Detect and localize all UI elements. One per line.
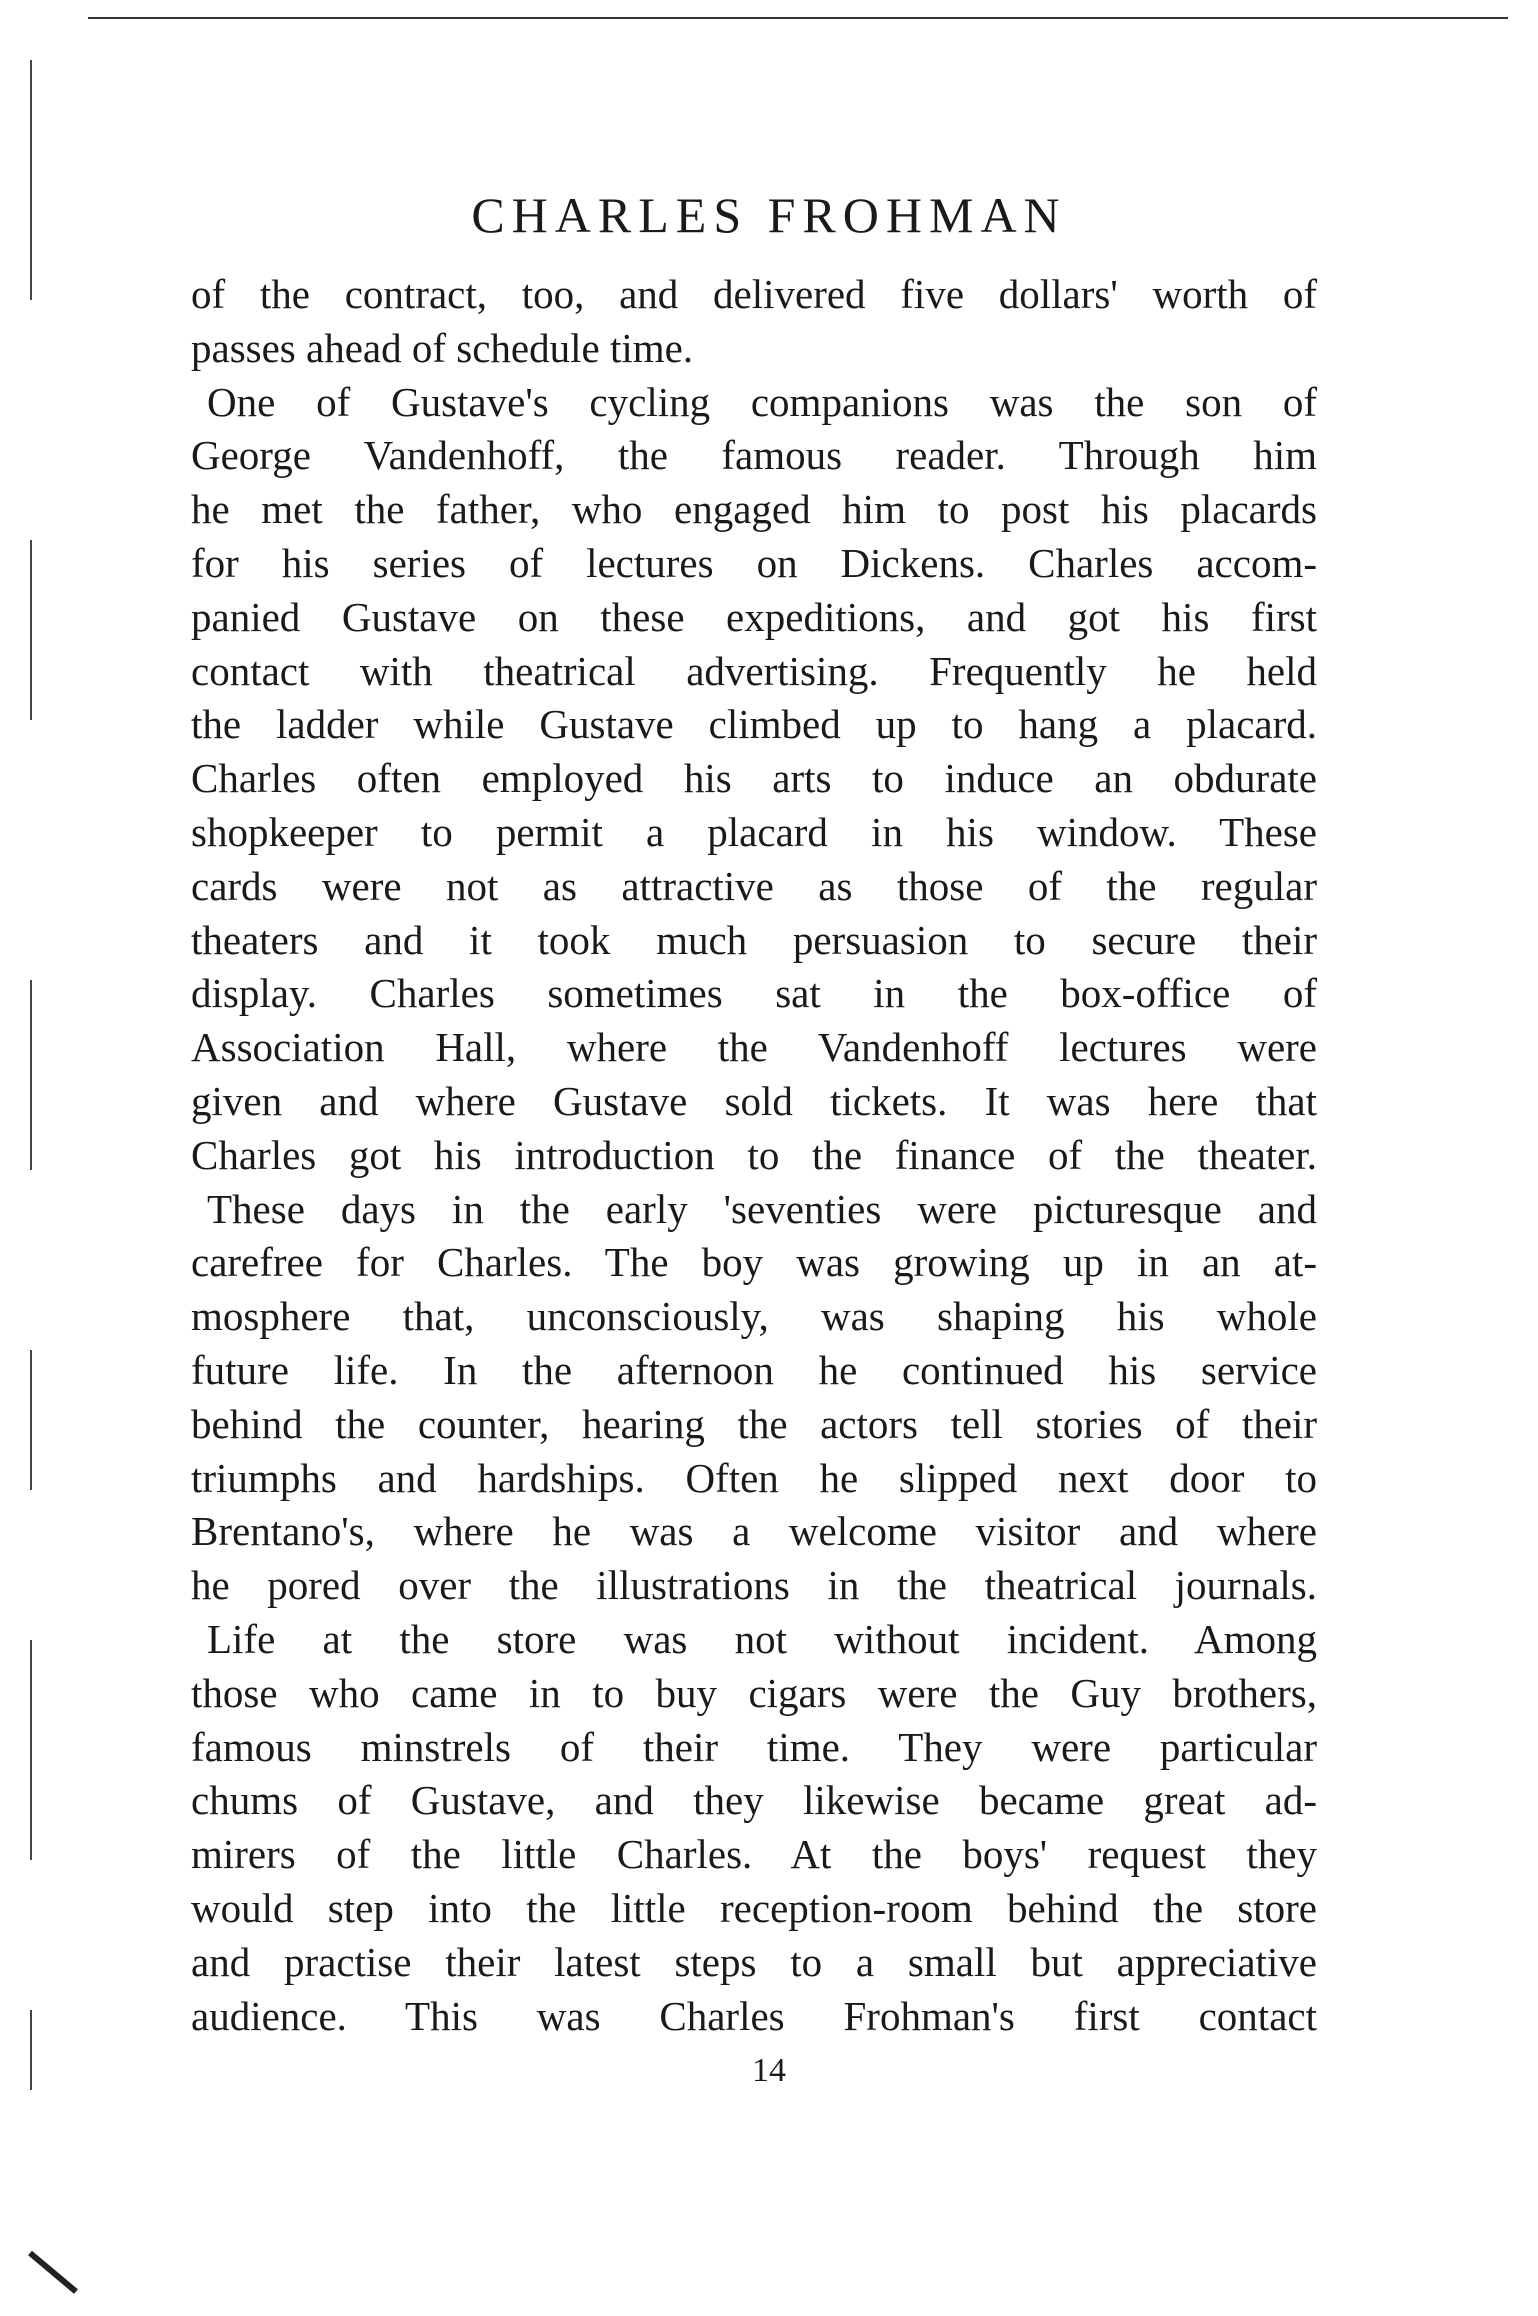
text-line: and practise their latest steps to a small but appreciative <box>191 1938 1317 1985</box>
text-line: shopkeeper to permit a placard in his window. These <box>191 808 1317 855</box>
text-line: Life at the store was not without incident. Among <box>207 1615 1317 1662</box>
page-corner-mark <box>28 2251 78 2294</box>
text-line: the ladder while Gustave climbed up to hang a placard. <box>191 701 1317 748</box>
text-line: One of Gustave's cycling companions was the son of <box>207 378 1317 425</box>
text-line: theaters and it took much persuasion to secure their <box>191 916 1317 963</box>
text-line: famous minstrels of their time. They were particular <box>191 1723 1317 1770</box>
text-line: those who came in to buy cigars were the Guy brothers, <box>191 1669 1317 1716</box>
scan-edge <box>30 1640 32 1860</box>
scan-edge <box>30 1350 32 1490</box>
top-rule <box>88 17 1508 19</box>
page-number: 14 <box>752 2052 786 2089</box>
text-line: Brentano's, where he was a welcome visitor and where <box>191 1508 1317 1555</box>
page-body <box>191 268 1317 2043</box>
text-line: for his series of lectures on Dickens. Charles accom- <box>191 539 1317 586</box>
text-line: panied Gustave on these expeditions, and got his first <box>191 593 1317 640</box>
text-line: contact with theatrical advertising. Frequently he held <box>191 647 1317 694</box>
text-line: These days in the early 'seventies were picturesque and <box>207 1185 1317 1232</box>
text-line: future life. In the afternoon he continued his service <box>191 1346 1317 1393</box>
text-line: display. Charles sometimes sat in the box-office of <box>191 970 1317 1017</box>
text-line: chums of Gustave, and they likewise became great ad- <box>191 1777 1317 1824</box>
text-line: Charles got his introduction to the finance of the theater. <box>191 1131 1317 1178</box>
scan-edge <box>30 60 32 300</box>
text-line: given and where Gustave sold tickets. It was here that <box>191 1077 1317 1124</box>
text-line: triumphs and hardships. Often he slipped next door to <box>191 1454 1317 1501</box>
text-line: passes ahead of schedule time. <box>191 324 694 371</box>
scan-edge <box>30 980 32 1170</box>
text-line: he met the father, who engaged him to post his placards <box>191 486 1317 533</box>
text-line: cards were not as attractive as those of the regular <box>191 862 1317 909</box>
running-header: CHARLES FROHMAN <box>471 187 1067 243</box>
text-line: Charles often employed his arts to induce an obdurate <box>191 755 1317 802</box>
text-line: Association Hall, where the Vandenhoff lectures were <box>191 1024 1317 1071</box>
text-line: he pored over the illustrations in the theatrical journals. <box>191 1562 1317 1609</box>
text-line: mosphere that, unconsciously, was shaping his whole <box>191 1293 1317 1340</box>
text-line: would step into the little reception-room behind the store <box>191 1884 1317 1931</box>
text-line: mirers of the little Charles. At the boys' request they <box>191 1831 1317 1878</box>
text-line: audience. This was Charles Frohman's first contact <box>191 1992 1317 2039</box>
scan-edge <box>30 540 32 720</box>
text-line: of the contract, too, and delivered five dollars' worth of <box>191 271 1317 317</box>
text-line: carefree for Charles. The boy was growing up in an at- <box>191 1239 1317 1286</box>
text-line: behind the counter, hearing the actors tell stories of their <box>191 1400 1317 1447</box>
text-line: George Vandenhoff, the famous reader. Through him <box>191 432 1317 479</box>
